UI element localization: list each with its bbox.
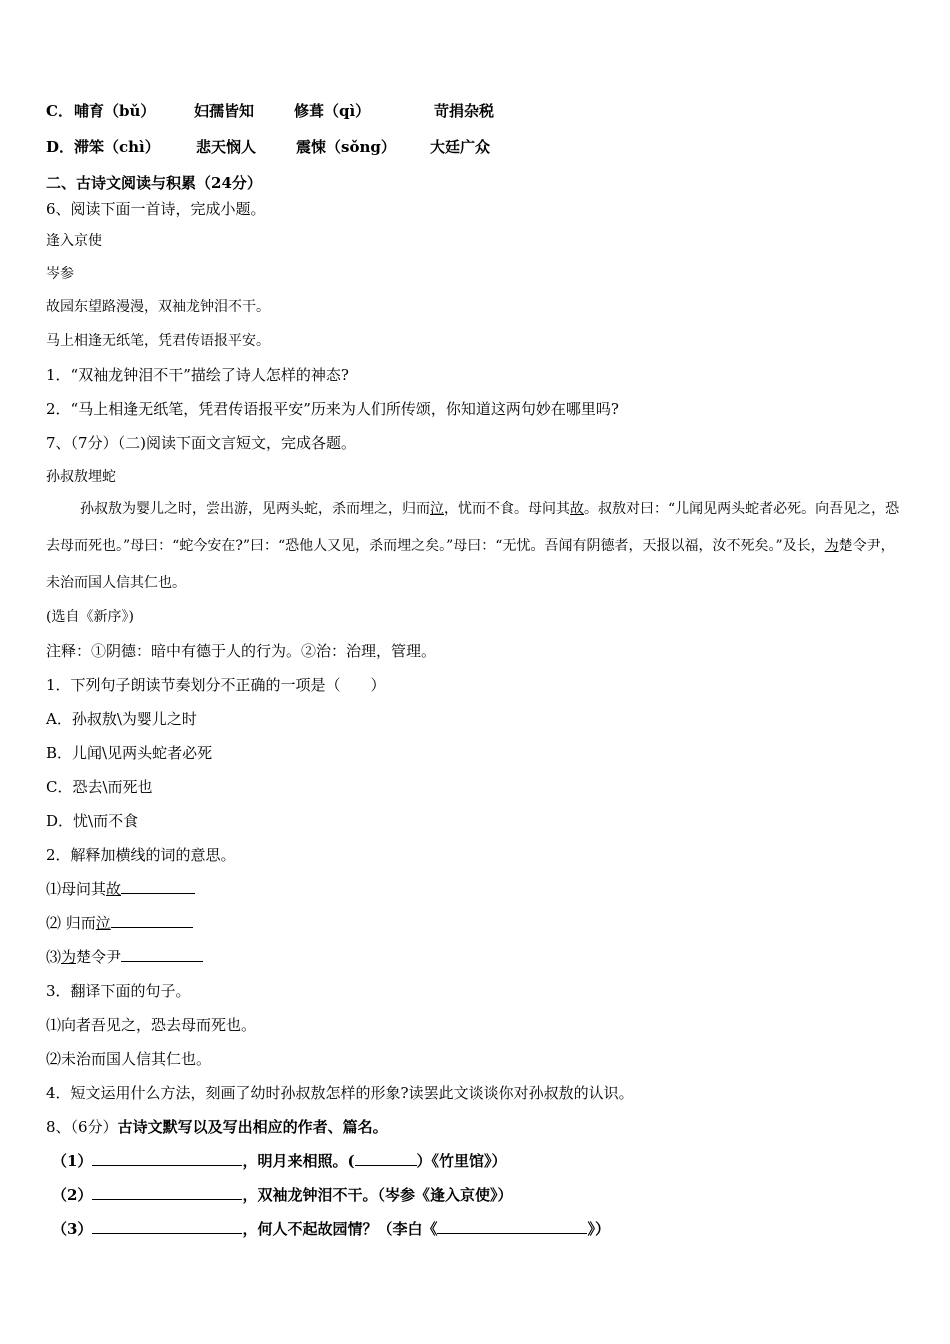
section-2-title: 二、古诗文阅读与积累（24分） (46, 174, 262, 192)
q7-sub-2: 2．解释加横线的词的意思。 (46, 846, 236, 864)
option-c-item-4: 苛捐杂税 (434, 102, 495, 120)
q7-sub-2-item-1 (46, 879, 195, 899)
q7-passage-title: 孙叔敖埋蛇 (46, 469, 116, 485)
answer-blank[interactable] (92, 1151, 242, 1166)
answer-blank[interactable] (121, 879, 195, 894)
poem-title: 逢入京使 (46, 233, 102, 249)
underlined-word-wei: 为 (824, 538, 839, 554)
poem-line-2: 马上相逢无纸笔，凭君传语报平安。 (46, 333, 270, 349)
option-d-row (46, 137, 746, 159)
passage-part: ，忧而不食。母问其 (444, 501, 570, 517)
underlined-word: 泣 (95, 914, 111, 932)
row-number: （3） (52, 1220, 93, 1238)
option-c-row (46, 101, 746, 123)
poem-author: 岑参 (46, 266, 74, 282)
q7-sub-1-option-b: B．儿闻\见两头蛇者必死 (46, 744, 213, 762)
q7-intro: 7、（7分）（二)阅读下面文言短文，完成各题。 (46, 434, 356, 452)
row-text: ，明月来相照。( (242, 1152, 355, 1170)
row-number: （2） (52, 1186, 93, 1204)
underlined-word: 故 (106, 880, 122, 898)
q6-sub-2: 2．“马上相逢无纸笔，凭君传语报平安”历来为人们所传颂，你知道这两句妙在哪里吗? (46, 400, 619, 418)
q7-sub-3-item-1: ⑴向者吾见之，恐去母而死也。 (46, 1016, 257, 1034)
option-d-item-1: 滞笨（chì） (74, 138, 160, 156)
item-text: 楚令尹 (76, 948, 122, 966)
passage-part: 。叔敖对曰：“儿闻见两头蛇者必死。向吾见之，恐去母而死也。”母曰：“蛇今安在?”曰：“恐他人又见，杀而埋之矣。”母曰：“无忧。吾闻有阴德者，天报以福，汝不死矣。”及长， (46, 501, 900, 554)
q7-passage (46, 491, 908, 602)
item-text: ⑵ 归而 (46, 914, 96, 932)
q6-intro: 6、阅读下面一首诗，完成小题。 (46, 200, 266, 218)
row-text: ，双袖龙钟泪不干。（岑参《逢入京使》） (242, 1186, 513, 1204)
item-text: ⑴母问其 (46, 880, 107, 898)
q7-sub-1: 1．下列句子朗读节奏划分不正确的一项是（ ） (46, 676, 386, 694)
passage-note: 注释：①阴德：暗中有德于人的行为。②治：治理，管理。 (46, 642, 437, 660)
q7-sub-1-option-a: A．孙叔敖\为婴儿之时 (46, 710, 197, 728)
option-c-item-2: 妇孺皆知 (194, 102, 255, 120)
q7-sub-1-option-c: C．恐去\而死也 (46, 778, 153, 796)
q7-sub-2-item-3 (46, 947, 203, 967)
item-text: ⑶ (46, 948, 62, 966)
q8-intro (46, 1117, 388, 1137)
answer-blank[interactable] (355, 1151, 417, 1166)
option-d-item-4: 大廷广众 (430, 138, 491, 156)
q8-row-3 (52, 1219, 610, 1239)
row-text: 》） (587, 1220, 610, 1238)
passage-source: (选自《新序》) (46, 609, 134, 625)
q7-sub-1-option-d: D．忧\而不食 (46, 812, 139, 830)
passage-part: 孙叔敖为婴儿之时，尝出游，见两头蛇，杀而埋之，归而 (80, 501, 430, 517)
q7-sub-3-item-2: ⑵未治而国人信其仁也。 (46, 1050, 212, 1068)
passage-part: 楚令尹，未治而国人信其仁也。 (46, 538, 895, 591)
q7-sub-4: 4．短文运用什么方法，刻画了幼时孙叔敖怎样的形象?读罢此文谈谈你对孙叔敖的认识。 (46, 1084, 634, 1102)
answer-blank[interactable] (121, 947, 203, 962)
row-text: ，何人不起故园情？（李白《 (242, 1220, 438, 1238)
q8-number: 8、（6分） (46, 1118, 118, 1136)
row-number: （1） (52, 1152, 93, 1170)
underlined-word-qi: 泣 (430, 501, 444, 517)
q6-sub-1: 1．“双袖龙钟泪不干”描绘了诗人怎样的神态? (46, 366, 349, 384)
q8-instruction: 古诗文默写以及写出相应的作者、篇名。 (117, 1118, 388, 1136)
answer-blank[interactable] (111, 913, 193, 928)
option-c-item-3: 修葺（qì） (294, 102, 371, 120)
q7-sub-2-item-2 (46, 913, 193, 933)
option-d-label: D． (46, 138, 75, 156)
option-d-item-2: 悲天悯人 (196, 138, 257, 156)
answer-blank[interactable] (92, 1185, 242, 1200)
underlined-word-gu: 故 (570, 501, 584, 517)
q7-sub-3: 3．翻译下面的句子。 (46, 982, 191, 1000)
option-c-label: C． (46, 102, 73, 120)
q8-row-2 (52, 1185, 512, 1205)
q8-row-1 (52, 1151, 507, 1171)
option-d-item-3: 震悚（sǒng） (296, 138, 396, 156)
answer-blank[interactable] (92, 1219, 242, 1234)
option-c-item-1: 哺育（bǔ） (74, 102, 156, 120)
poem-line-1: 故园东望路漫漫，双袖龙钟泪不干。 (46, 299, 270, 315)
row-text: ）《竹里馆》） (416, 1152, 507, 1170)
underlined-word: 为 (61, 948, 77, 966)
answer-blank[interactable] (437, 1219, 587, 1234)
